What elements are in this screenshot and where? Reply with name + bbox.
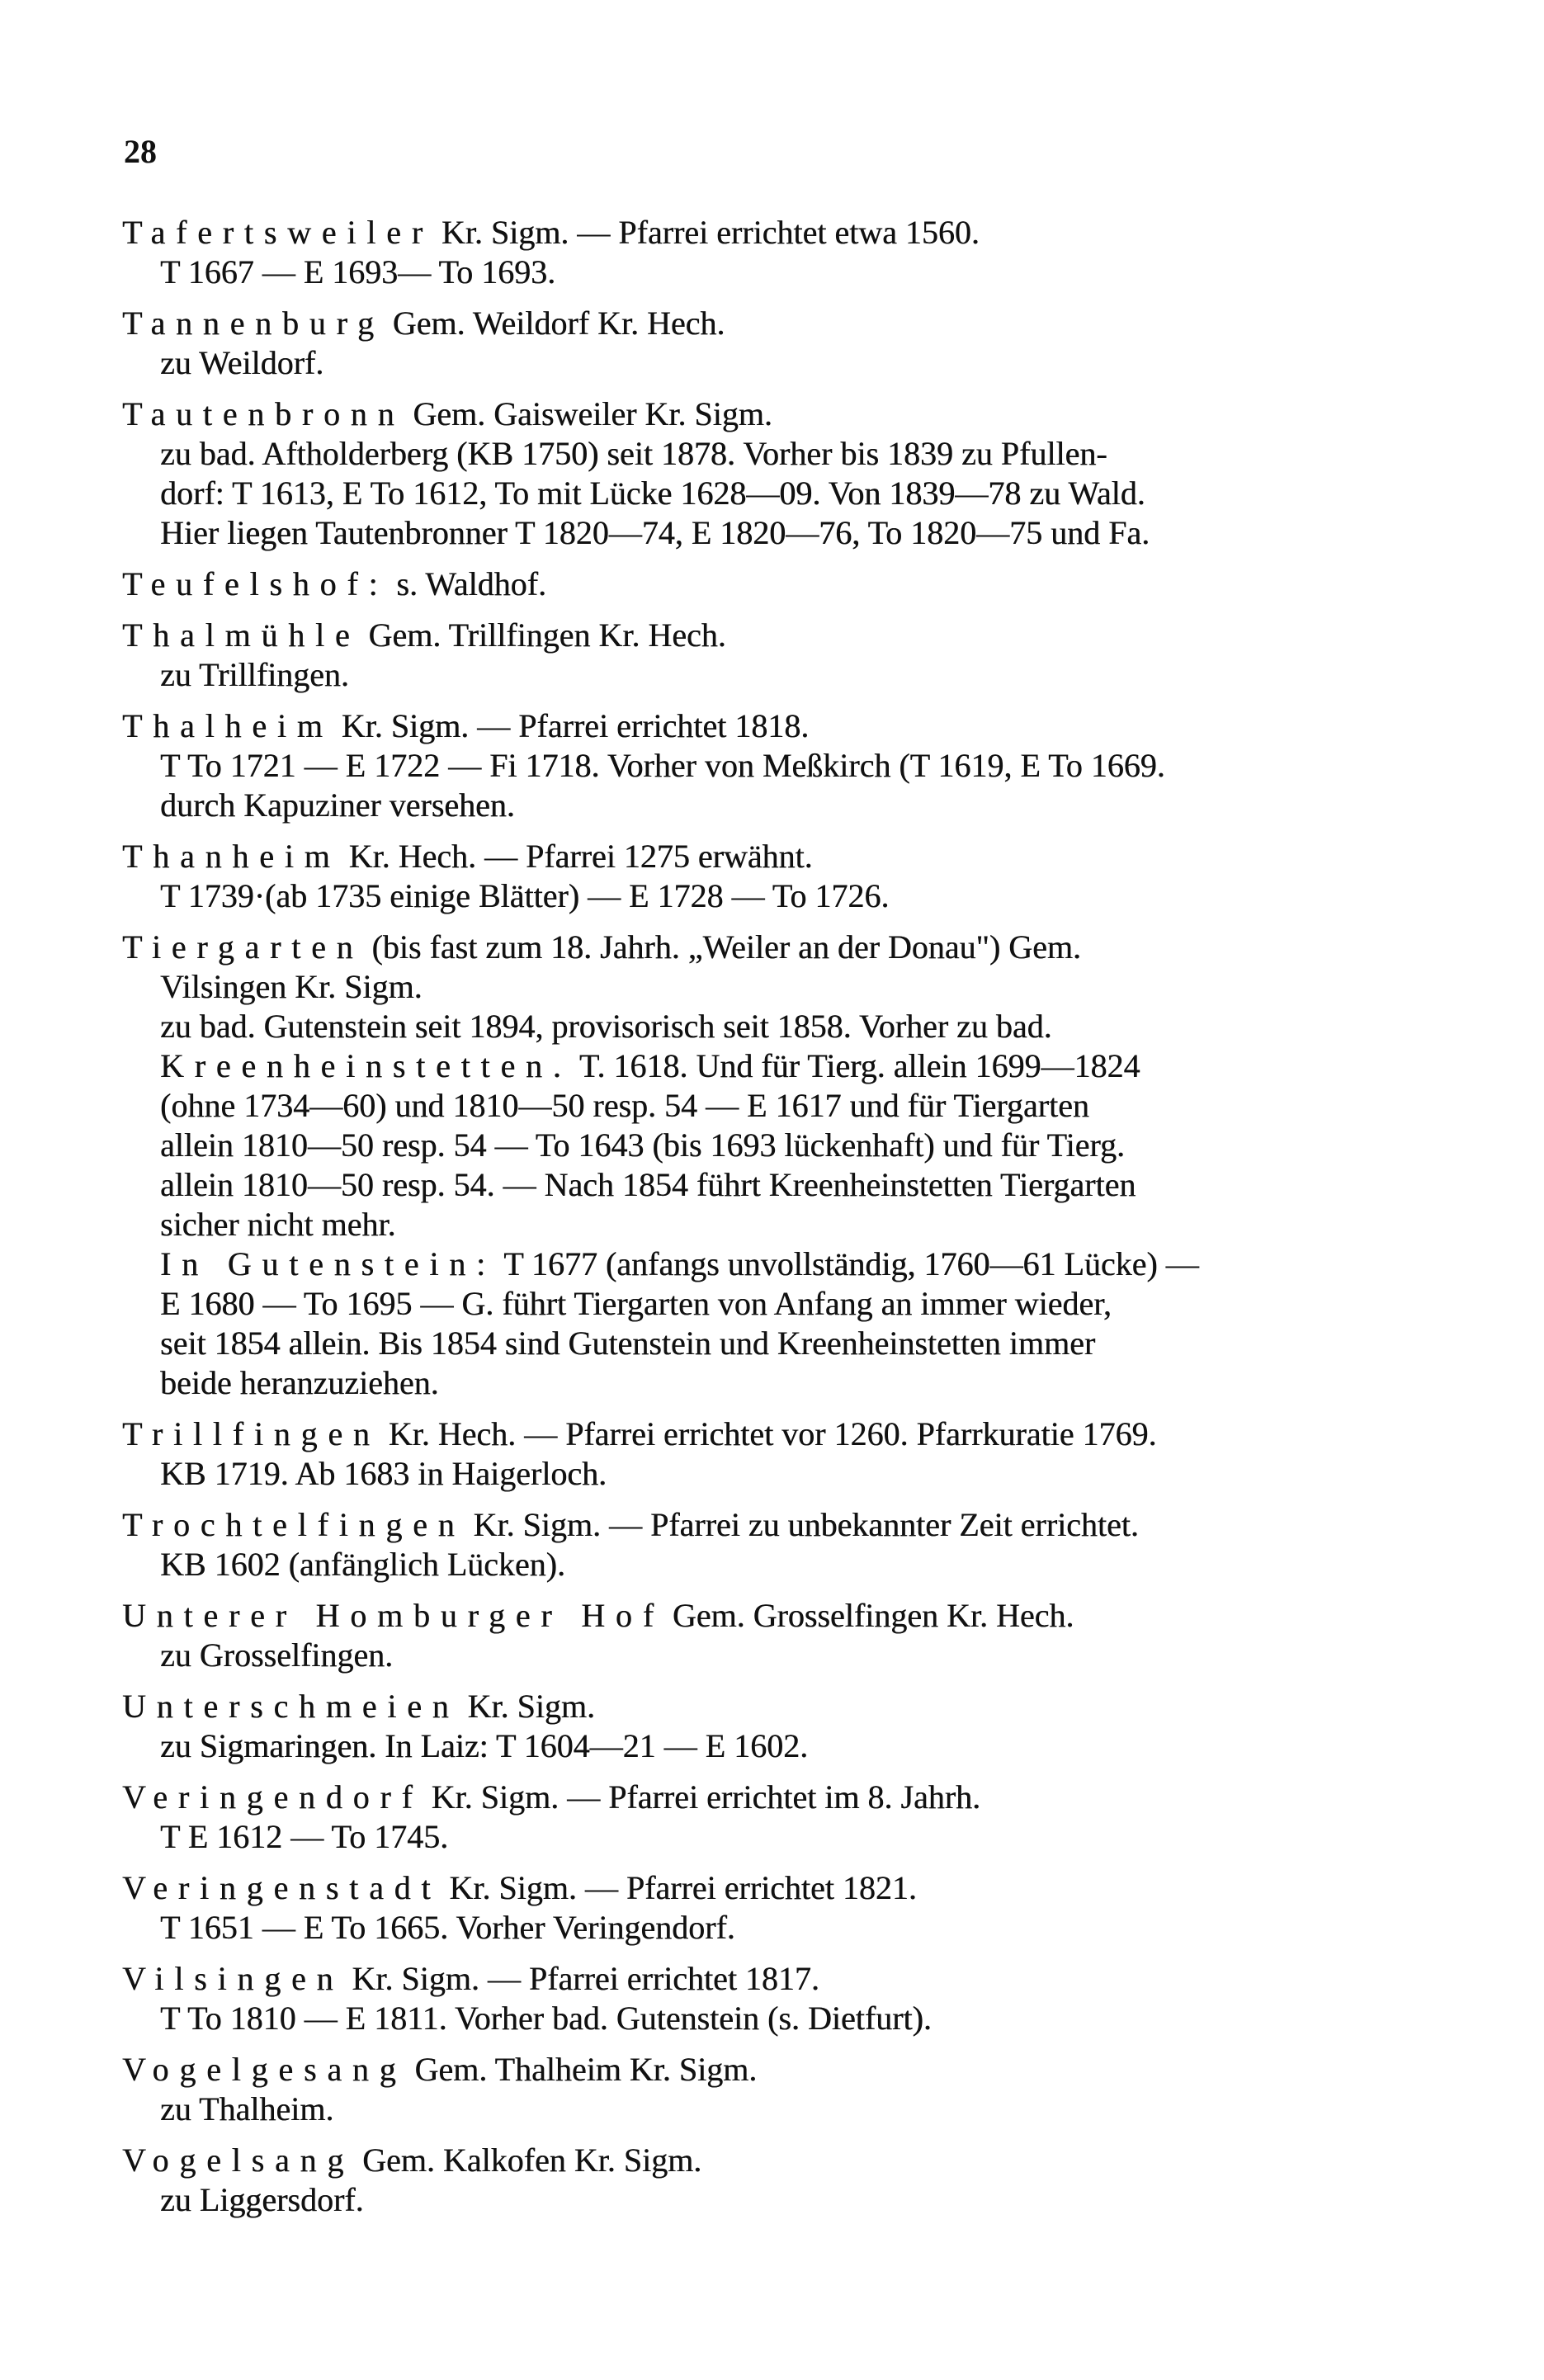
entry-headword: Unterer Homburger Hof: [122, 1597, 664, 1634]
entry-line: T 1667 — E 1693— To 1693.: [160, 253, 556, 290]
entry-line: zu Sigmaringen. In Laiz: T 1604—21 — E 1602.: [160, 1727, 809, 1764]
entry-description: (bis fast zum 18. Jahrh. „Weiler an der Donau") Gem.: [371, 928, 1081, 966]
entry-first-line: [122, 837, 1426, 876]
entry-line: allein 1810—50 resp. 54. — Nach 1854 führt Kreenheinstetten Tiergarten: [160, 1166, 1136, 1203]
entry: [122, 1414, 1426, 1494]
entry-line: E 1680 — To 1695 — G. führt Tiergarten von Anfang an immer wieder,: [160, 1285, 1112, 1322]
entry-first-line: [122, 213, 1426, 253]
entry: [122, 394, 1426, 553]
entry-description: s. Waldhof.: [396, 565, 546, 602]
entry: [122, 1868, 1426, 1948]
entry-headword: Vogelsang: [122, 2142, 355, 2179]
entry: [122, 1778, 1426, 1857]
entry-headword: Teufelshof:: [122, 565, 389, 602]
entry-headword: Unterschmeien: [122, 1688, 460, 1725]
entry: [122, 928, 1426, 1403]
entry-description: Kr. Hech. — Pfarrei 1275 erwähnt.: [348, 838, 813, 875]
line-text: T. 1618. Und für Tierg. allein 1699—1824: [571, 1047, 1140, 1084]
entry-first-line: [122, 706, 1426, 746]
entry-description: Kr. Sigm. — Pfarrei errichtet im 8. Jahrh.: [431, 1778, 981, 1816]
entry-description: Kr. Sigm. — Pfarrei zu unbekannter Zeit errichtet.: [473, 1506, 1139, 1543]
entry-headword: Vilsingen: [122, 1960, 344, 1997]
entry-description: Kr. Sigm. — Pfarrei errichtet 1818.: [341, 707, 810, 744]
entry-line: Hier liegen Tautenbronner T 1820—74, E 1820—76, To 1820—75 und Fa.: [160, 514, 1150, 551]
entry-line: sicher nicht mehr.: [160, 1206, 396, 1243]
entry-description: Gem. Gaisweiler Kr. Sigm.: [413, 395, 772, 432]
entry-line: [122, 1244, 1426, 1284]
entry-first-line: [122, 2141, 1426, 2180]
entry: [122, 2050, 1426, 2129]
entry-headword: Tafertsweiler: [122, 214, 433, 251]
entry: [122, 2141, 1426, 2220]
entry-description: Kr. Sigm. — Pfarrei errichtet 1817.: [352, 1960, 819, 1997]
entry-headword: Veringendorf: [122, 1778, 423, 1816]
entry-first-line: [122, 616, 1426, 655]
entry-headword: Thanheim: [122, 838, 341, 875]
spaced-place-name: In Gutenstein:: [160, 1245, 496, 1282]
entry-line: T E 1612 — To 1745.: [160, 1818, 449, 1855]
entry-description: Gem. Trillfingen Kr. Hech.: [368, 616, 726, 654]
entry-line: KB 1719. Ab 1683 in Haigerloch.: [160, 1455, 607, 1492]
entry-headword: Tannenburg: [122, 305, 385, 342]
entry-line: zu Weildorf.: [160, 344, 324, 381]
entry-line: zu bad. Gutenstein seit 1894, provisorisch seit 1858. Vorher zu bad.: [160, 1008, 1052, 1045]
entry-line: T 1739·(ab 1735 einige Blätter) — E 1728 — To 1726.: [160, 877, 890, 914]
entry-list: [122, 213, 1426, 2231]
entry: [122, 1687, 1426, 1766]
entry-headword: Thalmühle: [122, 616, 361, 654]
entry-line: zu bad. Aftholderberg (KB 1750) seit 1878. Vorher bis 1839 zu Pfullen-: [160, 435, 1107, 472]
entry-description: Kr. Sigm. — Pfarrei errichtet etwa 1560.: [441, 214, 980, 251]
entry-headword: Tiergarten: [122, 928, 364, 966]
entry-first-line: [122, 1959, 1426, 1999]
entry-headword: Trillfingen: [122, 1415, 380, 1452]
entry-line: zu Thalheim.: [160, 2090, 334, 2127]
entry-description: Gem. Weildorf Kr. Hech.: [392, 305, 725, 342]
entry-description: Kr. Sigm. — Pfarrei errichtet 1821.: [449, 1869, 917, 1906]
entry-headword: Tautenbronn: [122, 395, 405, 432]
page-number: 28: [124, 133, 157, 170]
entry: [122, 837, 1426, 916]
entry: [122, 706, 1426, 825]
entry: [122, 1596, 1426, 1675]
entry-first-line: [122, 564, 1426, 604]
entry: [122, 1505, 1426, 1584]
entry: [122, 616, 1426, 695]
entry-line: dorf: T 1613, E To 1612, To mit Lücke 1628—09. Von 1839—78 zu Wald.: [160, 475, 1145, 512]
entry-line: T To 1721 — E 1722 — Fi 1718. Vorher von Meßkirch (T 1619, E To 1669.: [160, 747, 1165, 784]
entry-line: T To 1810 — E 1811. Vorher bad. Gutenstein (s. Dietfurt).: [160, 2000, 932, 2037]
entry-first-line: [122, 304, 1426, 343]
entry-line: durch Kapuziner versehen.: [160, 786, 515, 824]
entry-line: beide heranzuziehen.: [160, 1364, 439, 1401]
entry: [122, 564, 1426, 604]
entry-headword: Thalheim: [122, 707, 333, 744]
entry-first-line: [122, 394, 1426, 434]
entry: [122, 213, 1426, 292]
entry-first-line: [122, 2050, 1426, 2090]
entry-first-line: [122, 1505, 1426, 1545]
entry-line: KB 1602 (anfänglich Lücken).: [160, 1546, 565, 1583]
entry-line: Vilsingen Kr. Sigm.: [160, 968, 423, 1005]
line-text: T 1677 (anfangs unvollständig, 1760—61 Lücke) —: [495, 1245, 1199, 1282]
entry-headword: Veringenstadt: [122, 1869, 441, 1906]
entry: [122, 304, 1426, 383]
entry-description: Kr. Hech. — Pfarrei errichtet vor 1260. Pfarrkuratie 1769.: [388, 1415, 1157, 1452]
entry-line: zu Liggersdorf.: [160, 2181, 364, 2218]
entry-description: Gem. Grosselfingen Kr. Hech.: [672, 1597, 1074, 1634]
entry: [122, 1959, 1426, 2038]
entry-description: Gem. Thalheim Kr. Sigm.: [414, 2051, 758, 2088]
entry-first-line: [122, 1687, 1426, 1726]
entry-line: [122, 1046, 1426, 1086]
entry-line: zu Trillfingen.: [160, 656, 349, 693]
entry-first-line: [122, 1778, 1426, 1817]
entry-line: zu Grosselfingen.: [160, 1636, 394, 1674]
entry-first-line: [122, 928, 1426, 967]
entry-first-line: [122, 1868, 1426, 1908]
entry-first-line: [122, 1414, 1426, 1454]
entry-description: Gem. Kalkofen Kr. Sigm.: [362, 2142, 702, 2179]
spaced-place-name: Kreenheinstetten.: [160, 1047, 572, 1084]
entry-headword: Vogelgesang: [122, 2051, 407, 2088]
entry-description: Kr. Sigm.: [467, 1688, 596, 1725]
entry-line: allein 1810—50 resp. 54 — To 1643 (bis 1693 lückenhaft) und für Tierg.: [160, 1126, 1125, 1164]
entry-line: seit 1854 allein. Bis 1854 sind Gutenstein und Kreenheinstetten immer: [160, 1325, 1096, 1362]
entry-line: (ohne 1734—60) und 1810—50 resp. 54 — E 1617 und für Tiergarten: [160, 1087, 1089, 1124]
entry-first-line: [122, 1596, 1426, 1636]
entry-line: T 1651 — E To 1665. Vorher Veringendorf.: [160, 1909, 735, 1946]
entry-headword: Trochtelfingen: [122, 1506, 465, 1543]
